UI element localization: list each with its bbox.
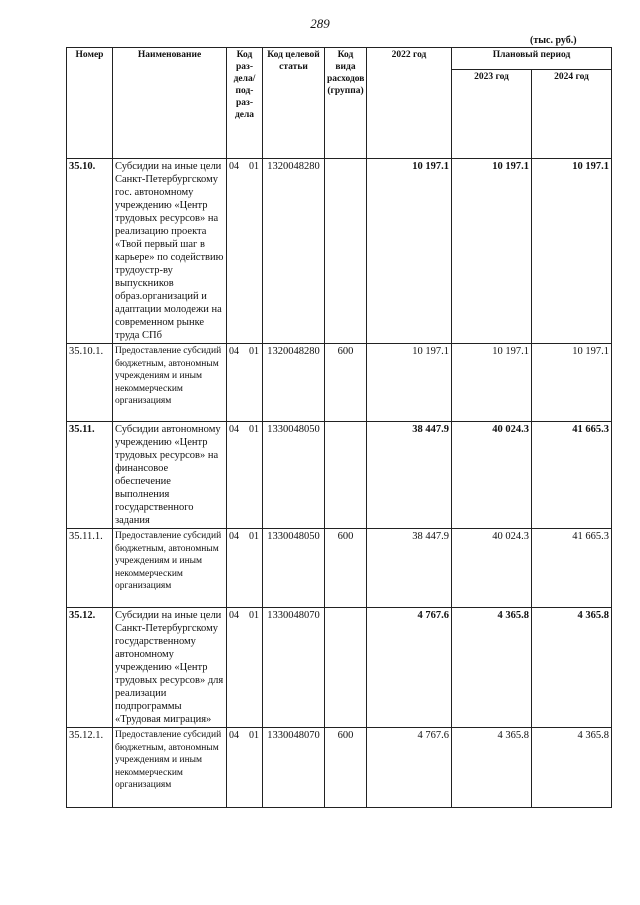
row-name: Субсидии на иные цели Санкт-Петербургскому гос. автономному учреждению «Центр трудовых ресурсов» на реализацию проекта «Твой первый шаг в карьере» по содействию трудоустр-ву выпускников образ.организаций и адаптации молодежи на современном рынке труда СПб	[113, 159, 227, 344]
row-expense-type: 600	[325, 529, 367, 608]
row-number: 35.11.1.	[67, 529, 113, 608]
row-section-code	[227, 728, 263, 808]
row-target-code: 1330048070	[263, 608, 325, 728]
row-amount-2024: 41 665.3	[532, 529, 612, 608]
row-podrazdel: 01	[249, 161, 259, 172]
row-amount-2023: 4 365.8	[452, 608, 532, 728]
header-name: Наименование	[113, 48, 227, 159]
row-expense-type: 600	[325, 344, 367, 422]
row-name: Субсидии на иные цели Санкт-Петербургскому государственному автономному учреждению «Центр трудовых ресурсов» для реализации подпрограммы «Трудовая миграция»	[113, 608, 227, 728]
row-razdel: 04	[229, 610, 239, 621]
row-podrazdel: 01	[249, 424, 259, 435]
header-expense-type: Код вида расходов (группа)	[325, 48, 367, 159]
row-razdel: 04	[229, 531, 239, 542]
header-year-2023: 2023 год	[452, 70, 532, 159]
row-target-code: 1330048050	[263, 529, 325, 608]
header-section-code: Код раз- дела/ под- раз- дела	[227, 48, 263, 159]
row-amount-2022: 10 197.1	[367, 159, 452, 344]
row-amount-2022: 38 447.9	[367, 422, 452, 529]
header-year-2024: 2024 год	[532, 70, 612, 159]
row-razdel: 04	[229, 161, 239, 172]
header-number: Номер	[67, 48, 113, 159]
row-number: 35.12.	[67, 608, 113, 728]
row-number: 35.10.	[67, 159, 113, 344]
row-number: 35.10.1.	[67, 344, 113, 422]
row-amount-2022: 4 767.6	[367, 608, 452, 728]
row-number: 35.11.	[67, 422, 113, 529]
header-planning-period: Плановый период	[452, 48, 612, 70]
row-target-code: 1320048280	[263, 159, 325, 344]
row-amount-2024: 4 365.8	[532, 608, 612, 728]
table-row	[67, 529, 612, 608]
row-target-code: 1320048280	[263, 344, 325, 422]
row-podrazdel: 01	[249, 531, 259, 542]
row-amount-2022: 38 447.9	[367, 529, 452, 608]
row-amount-2024: 10 197.1	[532, 159, 612, 344]
row-expense-type	[325, 422, 367, 529]
row-section-code	[227, 529, 263, 608]
table-row	[67, 159, 612, 344]
row-razdel: 04	[229, 424, 239, 435]
row-section-code	[227, 159, 263, 344]
row-razdel: 04	[229, 730, 239, 741]
row-podrazdel: 01	[249, 610, 259, 621]
page-number: 289	[310, 16, 330, 31]
row-section-code	[227, 422, 263, 529]
header-year-2022: 2022 год	[367, 48, 452, 159]
row-name: Предоставление субсидий бюджетным, автономным учреждениям и иным некоммерческим организациям	[113, 344, 227, 422]
row-name: Субсидии автономному учреждению «Центр трудовых ресурсов» на финансовое обеспечение выполнения государственного задания	[113, 422, 227, 529]
row-section-code	[227, 608, 263, 728]
row-name: Предоставление субсидий бюджетным, автономным учреждениям и иным некоммерческим организациям	[113, 529, 227, 608]
budget-table	[66, 47, 612, 808]
row-amount-2023: 10 197.1	[452, 159, 532, 344]
row-expense-type	[325, 159, 367, 344]
row-podrazdel: 01	[249, 730, 259, 741]
row-expense-type	[325, 608, 367, 728]
table-row	[67, 728, 612, 808]
row-amount-2023: 40 024.3	[452, 529, 532, 608]
row-amount-2022: 10 197.1	[367, 344, 452, 422]
table-row	[67, 344, 612, 422]
row-name: Предоставление субсидий бюджетным, автономным учреждениям и иным некоммерческим организациям	[113, 728, 227, 808]
row-podrazdel: 01	[249, 346, 259, 357]
header-target-code: Код целевой статьи	[263, 48, 325, 159]
row-amount-2023: 4 365.8	[452, 728, 532, 808]
row-target-code: 1330048070	[263, 728, 325, 808]
row-expense-type: 600	[325, 728, 367, 808]
row-amount-2024: 10 197.1	[532, 344, 612, 422]
row-target-code: 1330048050	[263, 422, 325, 529]
row-number: 35.12.1.	[67, 728, 113, 808]
table-header	[67, 48, 612, 159]
row-razdel: 04	[229, 346, 239, 357]
table-row	[67, 422, 612, 529]
row-amount-2023: 40 024.3	[452, 422, 532, 529]
row-amount-2023: 10 197.1	[452, 344, 532, 422]
row-amount-2022: 4 767.6	[367, 728, 452, 808]
row-amount-2024: 41 665.3	[532, 422, 612, 529]
row-amount-2024: 4 365.8	[532, 728, 612, 808]
row-section-code	[227, 344, 263, 422]
table-body	[67, 159, 612, 808]
table-row	[67, 608, 612, 728]
units-label: (тыс. руб.)	[530, 35, 577, 46]
